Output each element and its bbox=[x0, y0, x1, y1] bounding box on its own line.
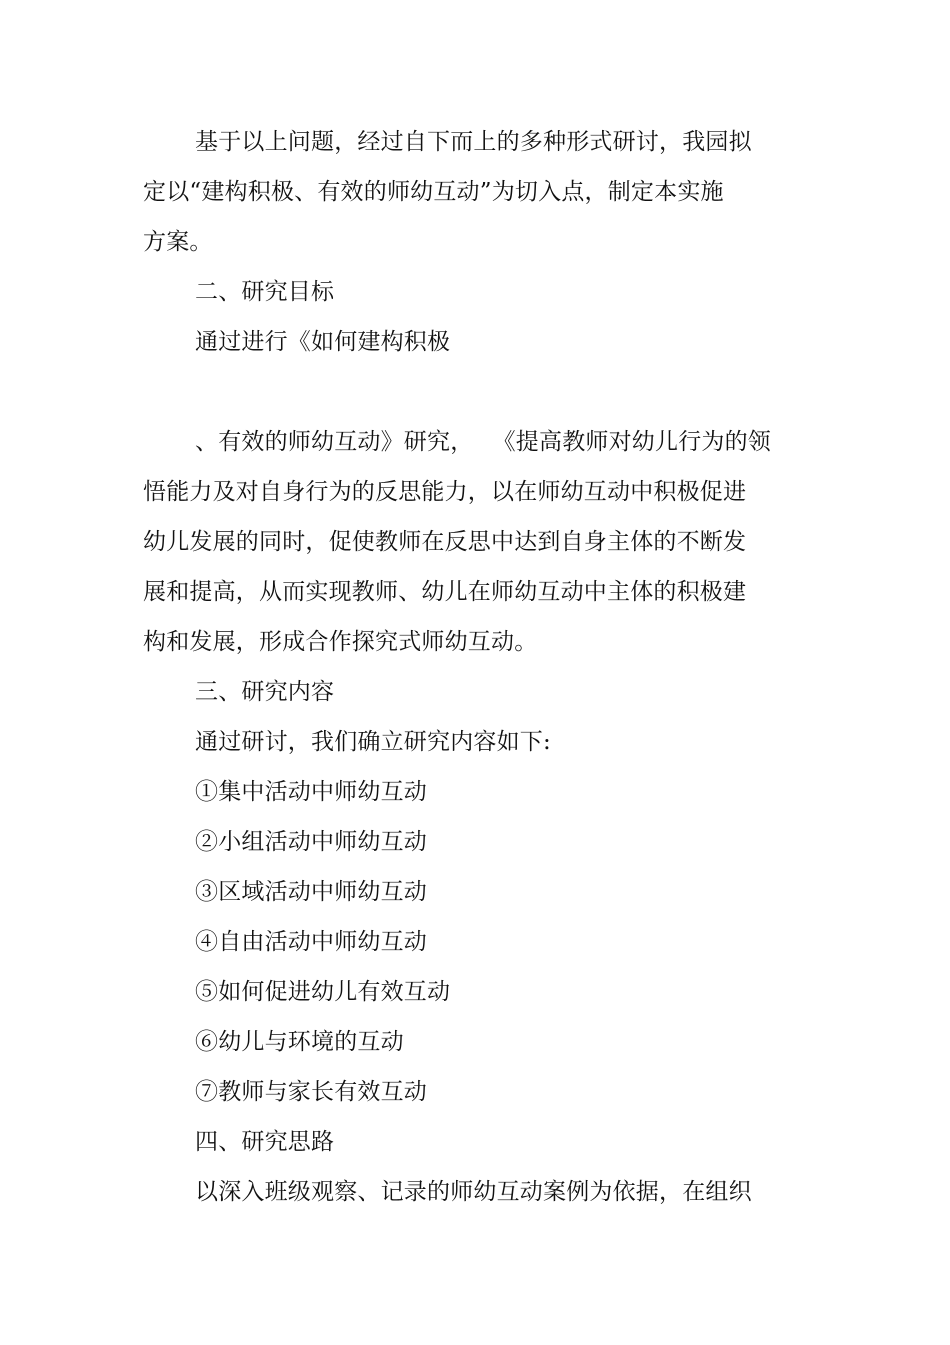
section-2-heading: 二、研究目标 bbox=[195, 279, 335, 305]
list-item: ①集中活动中师幼互动 bbox=[195, 779, 427, 805]
section-4-line-1: 以深入班级观察、记录的师幼互动案例为依据，在组织 bbox=[195, 1179, 752, 1205]
list-item: ③区域活动中师幼互动 bbox=[195, 879, 427, 905]
section-2-paragraph-line-4: 展和提高，从而实现教师、幼儿在师幼互动中主体的积极建 bbox=[143, 579, 747, 605]
intro-paragraph-line-2: 定以“建构积极、有效的师幼互动”为切入点，制定本实施 bbox=[143, 179, 724, 205]
section-2-paragraph-line-5: 构和发展，形成合作探究式师幼互动。 bbox=[143, 629, 538, 655]
section-2-paragraph-line-3: 幼儿发展的同时，促使教师在反思中达到自身主体的不断发 bbox=[143, 529, 747, 555]
section-2-paragraph-line-2: 悟能力及对自身行为的反思能力，以在师幼互动中积极促进 bbox=[143, 479, 747, 505]
intro-paragraph-line-1: 基于以上问题，经过自下而上的多种形式研讨，我园拟 bbox=[195, 129, 752, 155]
list-item: ②小组活动中师幼互动 bbox=[195, 829, 427, 855]
intro-paragraph-line-3: 方案。 bbox=[143, 229, 213, 255]
list-item: ④自由活动中师幼互动 bbox=[195, 929, 427, 955]
section-3-intro: 通过研讨，我们确立研究内容如下: bbox=[195, 729, 551, 755]
section-2-line-1: 通过进行《如何建构积极 bbox=[195, 329, 451, 355]
list-item: ⑤如何促进幼儿有效互动 bbox=[195, 979, 451, 1005]
section-4-heading: 四、研究思路 bbox=[195, 1129, 335, 1155]
section-2-paragraph-line-1: 、有效的师幼互动》研究， 《提高教师对幼儿行为的领 bbox=[195, 429, 772, 455]
list-item: ⑥幼儿与环境的互动 bbox=[195, 1029, 404, 1055]
list-item: ⑦教师与家长有效互动 bbox=[195, 1079, 427, 1105]
section-3-heading: 三、研究内容 bbox=[195, 679, 335, 705]
